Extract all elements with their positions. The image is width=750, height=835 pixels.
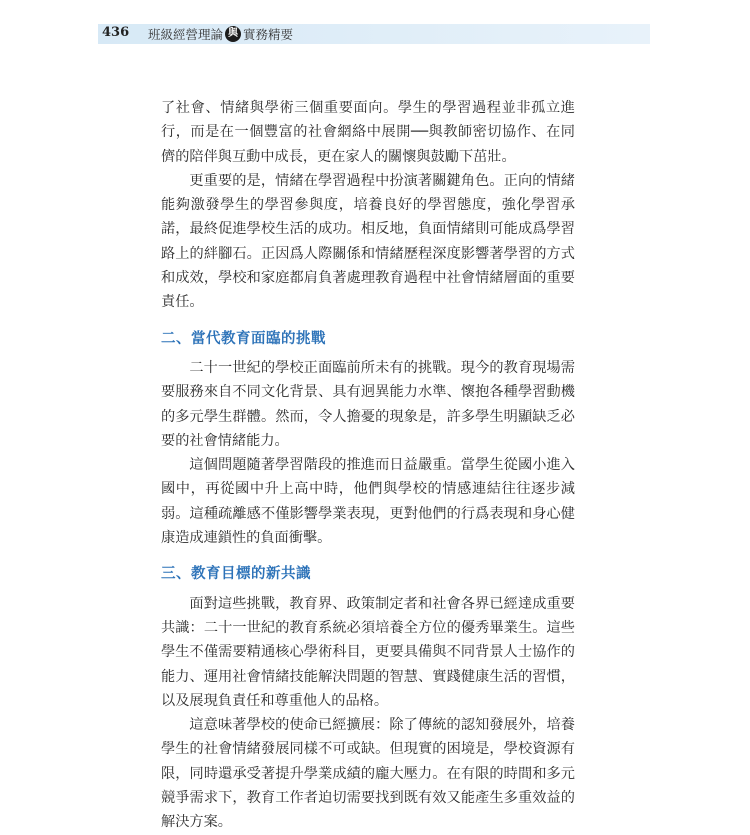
section-heading-consensus: 三、教育目標的新共識 [161,566,311,583]
page-body [161,96,575,835]
section-heading-challenges: 二、當代教育面臨的挑戰 [161,330,326,347]
paragraph-6: 這意味著學校的使命已經擴展：除了傳統的認知發展外，培養學生的社會情緒發展同樣不可或缺。但現實的困境是，學校資源有限，同時還承受著提升學業成績的龐大壓力。在有限的時間和多元競爭需求下，教育工作者迫切需要找到既有效又能產生多重效益的解決方案。 [161,717,575,831]
book-title-left: 班級經營理論 [148,27,224,42]
paragraph-5: 面對這些挑戰，教育界、政策制定者和社會各界已經達成重要共識：二十一世紀的教育系統必須培養全方位的優秀畢業生。這些學生不僅需要精通核心學術科目，更要具備與不同背景人士協作的能力、運用社會情緒技能解決問題的智慧、實踐健康生活的習慣，以及展現負責任和尊重他人的品格。 [161,595,575,709]
paragraph-3: 二十一世紀的學校正面臨前所未有的挑戰。現今的教育現場需要服務來自不同文化背景、具有迥異能力水準、懷抱各種學習動機的多元學生群體。然而，令人擔憂的現象是，許多學生明顯缺乏必要的社會情緒能力。 [161,359,575,449]
book-title [148,25,293,43]
paragraph-4: 這個問題隨著學習階段的推進而日益嚴重。當學生從國小進入國中，再從國中升上高中時，他們與學校的情感連結往往逐步減弱。這種疏離感不僅影響學業表現，更對他們的行爲表現和身心健康造成連鎖性的負面衝擊。 [161,457,575,547]
paragraph-1: 了社會、情緒與學術三個重要面向。學生的學習過程並非孤立進行，而是在一個豐富的社會網絡中展開──與教師密切協作、在同儕的陪伴與互動中成長，更在家人的關懷與鼓勵下茁壯。 [161,100,575,165]
paragraph-2: 更重要的是，情緒在學習過程中扮演著關鍵角色。正向的情緒能夠激發學生的學習參與度，培養良好的學習態度，強化學習承諾，最終促進學校生活的成功。相反地，負面情緒則可能成爲學習路上的絆腳石。正因爲人際關係和情緒歷程深度影響著學習的方式和成效，學校和家庭都肩負著處理教育過程中社會情緒層面的重要責任。 [161,172,575,311]
title-badge: 與 [225,26,241,42]
page-number: 436 [102,25,130,40]
book-title-right: 實務精要 [243,27,294,42]
